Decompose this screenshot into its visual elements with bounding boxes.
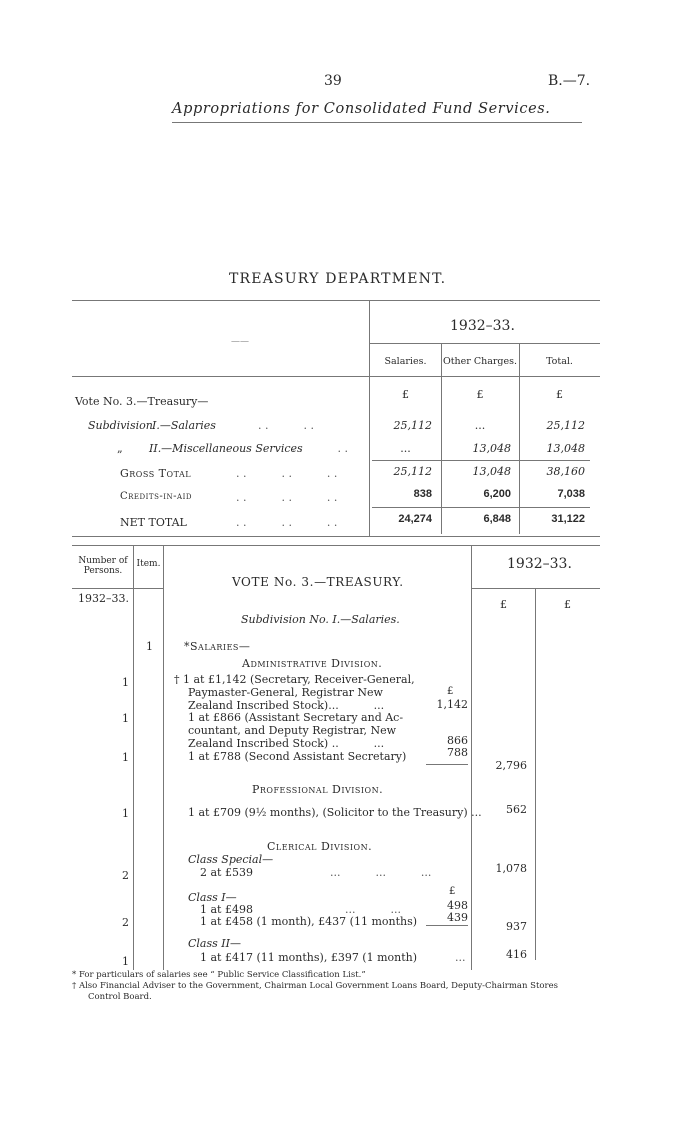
- summary-row-misc-dots: . . . .: [292, 442, 348, 455]
- class-one-total: 937: [506, 920, 527, 933]
- admin-line-2b: countant, and Deputy Registrar, New: [188, 724, 397, 737]
- admin-line-1c: Zealand Inscribed Stock)... ...: [188, 699, 385, 712]
- class-two-total: 416: [506, 948, 527, 961]
- professional-division-heading: Professional Division.: [252, 783, 384, 796]
- summary-row-salaries-label: I.—Salaries: [152, 419, 216, 432]
- admin-persons-2: 1: [122, 712, 129, 725]
- subdivision-prefix: Subdivision: [88, 419, 153, 432]
- summary-row-salaries-salaries: 25,112: [393, 419, 432, 432]
- class-one-amount-2: 439: [447, 911, 468, 924]
- class-one-dots: ... ...: [345, 903, 401, 916]
- summary-row-misc-label: II.—Miscellaneous Services: [149, 442, 303, 455]
- persons-year: 1932–33.: [78, 592, 129, 605]
- summary-row-net-other: 6,848: [483, 513, 511, 525]
- admin-amount-1: 1,142: [436, 698, 468, 711]
- admin-amount-3: 788: [447, 746, 468, 759]
- admin-line-1a: † 1 at £1,142 (Secretary, Receiver-General,: [174, 673, 415, 686]
- page-number: 39: [324, 73, 342, 89]
- summary-row-misc-total: 13,048: [546, 442, 585, 455]
- footnote-1: * For particulars of salaries see “ Public Service Classification List.”: [72, 970, 366, 980]
- summary-row-gross-other: 13,048: [472, 465, 511, 478]
- clerical-division-heading: Clerical Division.: [267, 840, 373, 853]
- footnote-2-cont: Control Board.: [88, 992, 152, 1002]
- summary-row-misc-other: 13,048: [472, 442, 511, 455]
- item-number: 1: [146, 640, 153, 653]
- class-two-heading: Class II—: [188, 937, 241, 950]
- professional-persons: 1: [122, 807, 129, 820]
- vote-title: VOTE No. 3.—TREASURY.: [232, 575, 404, 589]
- summary-row-credits-dots: . . . . . .: [236, 491, 338, 504]
- amount-header-rule: [472, 588, 600, 589]
- admin-line-3: 1 at £788 (Second Assistant Secretary): [188, 750, 407, 763]
- running-title: Appropriations for Consolidated Fund Services.: [172, 101, 551, 117]
- class-one-line-1: 1 at £498: [200, 903, 253, 916]
- summary-year: 1932–33.: [450, 318, 515, 334]
- class-special-persons: 2: [122, 869, 129, 882]
- col-item: Item.: [136, 559, 161, 569]
- salaries-col-divider: [441, 344, 442, 534]
- admin-line-2a: 1 at £866 (Assistant Secretary and Ac-: [188, 711, 404, 724]
- class-special-heading: Class Special—: [188, 853, 274, 866]
- footnote-2: † Also Financial Adviser to the Government, Chairman Local Government Loans Board, Deputy-Chairman Stores: [72, 981, 558, 991]
- currency-other: £: [476, 388, 484, 401]
- ditto-mark: „: [117, 442, 123, 455]
- persons-header-rule: [72, 588, 163, 589]
- item-col-divider: [163, 545, 164, 970]
- summary-row-gross-label: Gross Total: [120, 467, 192, 480]
- class-special-line: 2 at £539: [200, 866, 253, 879]
- other-col-divider: [519, 344, 520, 534]
- currency-total: £: [556, 388, 563, 401]
- class-one-persons: 2: [122, 916, 129, 929]
- professional-line: 1 at £709 (9½ months), (Solicitor to the Treasury) ...: [188, 806, 482, 819]
- class-one-pound: £: [449, 886, 456, 897]
- summary-divider: [369, 300, 370, 536]
- gross-rule: [372, 460, 590, 461]
- detail-top-rule: [72, 545, 600, 546]
- class-one-subtotal-rule: [426, 925, 468, 926]
- amount-col-divider-2: [535, 588, 536, 960]
- class-two-persons: 1: [122, 955, 129, 968]
- header-rule: [172, 122, 582, 123]
- summary-row-gross-salaries: 25,112: [393, 465, 432, 478]
- admin-persons-1: 1: [122, 676, 129, 689]
- summary-row-net-salaries: 24,274: [398, 513, 432, 525]
- summary-row-credits-salaries: 838: [413, 488, 432, 500]
- admin-division-heading: Administrative Division.: [242, 657, 383, 670]
- class-one-amount-1: 498: [447, 899, 468, 912]
- admin-subtotal-rule: [426, 764, 468, 765]
- salaries-heading: *Salaries—: [184, 640, 251, 653]
- summary-header-rule: [72, 376, 600, 377]
- admin-amount-2: 866: [447, 734, 468, 747]
- admin-persons-3: 1: [122, 751, 129, 764]
- col-number-of-persons: Number of Persons.: [78, 556, 128, 576]
- summary-row-vote: Vote No. 3.—Treasury—: [75, 395, 209, 408]
- summary-row-misc-salaries: ...: [400, 442, 411, 455]
- class-special-total: 1,078: [495, 862, 527, 875]
- summary-year-rule: [370, 343, 600, 344]
- summary-row-salaries-total: 25,112: [546, 419, 585, 432]
- document-reference: B.—7.: [548, 73, 591, 89]
- detail-currency-a: £: [500, 598, 507, 611]
- summary-row-salaries-dots: . . . .: [258, 419, 314, 432]
- summary-top-rule: [72, 300, 600, 301]
- detail-year: 1932–33.: [507, 556, 572, 572]
- class-special-dots: ... ... ...: [330, 866, 432, 879]
- summary-row-credits-label: Credits-in-aid: [120, 491, 192, 502]
- col-other-charges: Other Charges.: [442, 356, 518, 367]
- currency-salaries: £: [402, 388, 409, 401]
- class-one-heading: Class I—: [188, 891, 237, 904]
- summary-row-gross-dots: . . . . . .: [236, 467, 338, 480]
- summary-row-gross-total: 38,160: [546, 465, 585, 478]
- summary-row-salaries-other: ...: [474, 419, 486, 432]
- admin-pound: £: [447, 686, 454, 697]
- col-salaries: Salaries.: [384, 356, 427, 367]
- net-rule: [372, 507, 590, 508]
- class-two-line: 1 at £417 (11 months), £397 (1 month): [200, 951, 418, 964]
- class-two-dots: ...: [455, 951, 466, 964]
- summary-bottom-rule: [72, 536, 600, 537]
- admin-total: 2,796: [495, 759, 527, 772]
- summary-row-net-dots: . . . . . .: [236, 516, 338, 529]
- admin-line-2c: Zealand Inscribed Stock) .. ...: [188, 737, 385, 750]
- detail-currency-b: £: [564, 598, 571, 611]
- col-total: Total.: [546, 356, 573, 367]
- summary-dash: ——: [231, 337, 249, 347]
- department-title: TREASURY DEPARTMENT.: [229, 271, 447, 287]
- summary-row-credits-other: 6,200: [483, 488, 511, 500]
- persons-col-divider: [133, 545, 134, 970]
- subdivision-title: Subdivision No. I.—Salaries.: [241, 613, 400, 626]
- summary-row-net-total: 31,122: [551, 513, 585, 525]
- summary-row-credits-total: 7,038: [557, 488, 585, 500]
- class-one-line-2: 1 at £458 (1 month), £437 (11 months): [200, 915, 418, 928]
- admin-line-1b: Paymaster-General, Registrar New: [188, 686, 383, 699]
- summary-row-net-label: NET TOTAL: [120, 516, 187, 529]
- professional-total: 562: [506, 803, 527, 816]
